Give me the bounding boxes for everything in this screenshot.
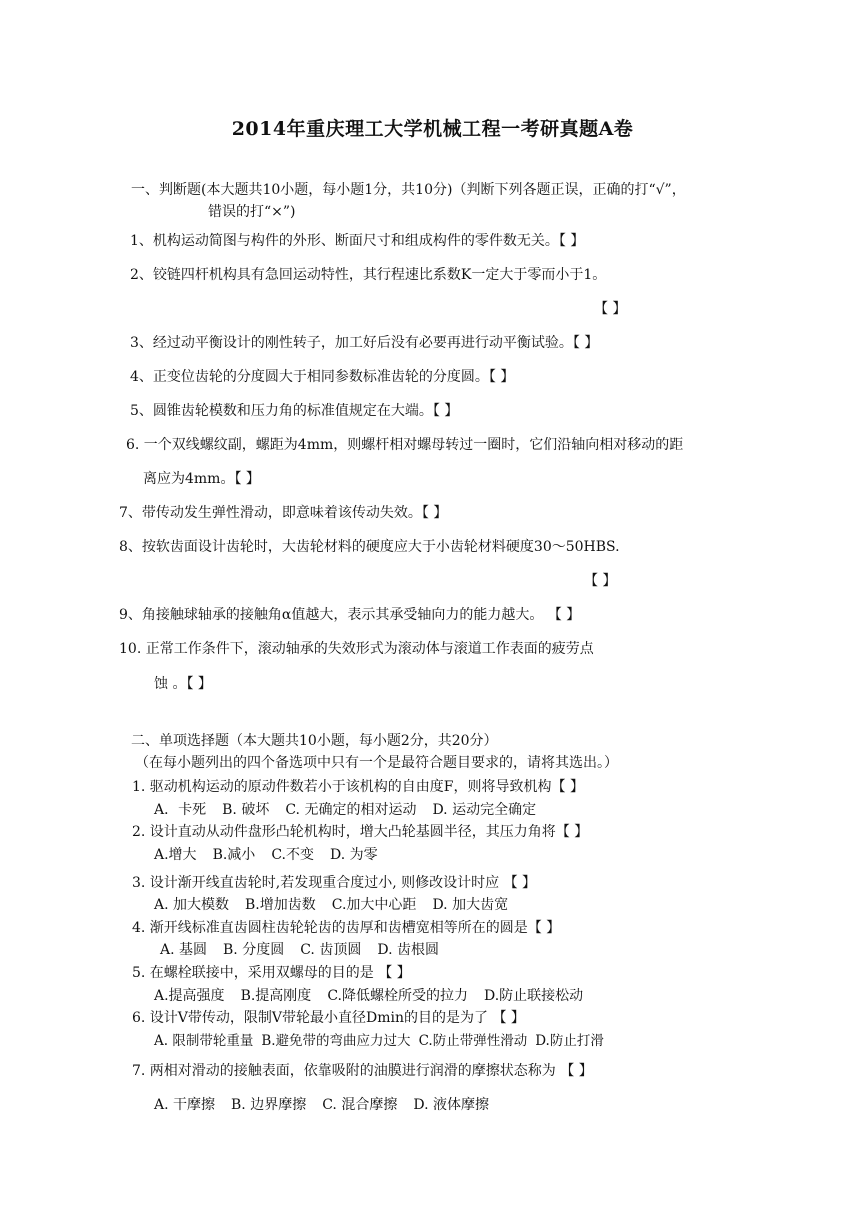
choice-q6-options <box>154 1032 604 1050</box>
section1-header-line1: 一、判断题(本大题共10小题，每小题1分，共10分)（判断下列各题正误，正确的打“√”， <box>131 182 686 198</box>
choice-q5: 5. 在螺栓联接中，采用双螺母的目的是 【 】 <box>132 965 411 981</box>
judge-item-8: 8、按软齿面设计齿轮时，大齿轮材料的硬度应大于小齿轮材料硬度30～50HBS. <box>119 539 620 555</box>
choice-q7: 7. 两相对滑动的接触表面，依靠吸附的油膜进行润滑的摩擦状态称为 【 】 <box>132 1063 593 1079</box>
option-b: B. 边界摩擦 <box>231 1097 307 1113</box>
option-d: D.防止打滑 <box>535 1033 604 1049</box>
judge-item-3: 3、经过动平衡设计的刚性转子，加工好后没有必要再进行动平衡试验。【 】 <box>130 335 599 351</box>
judge-item-5: 5、圆锥齿轮模数和压力角的标准值规定在大端。【 】 <box>130 403 459 419</box>
option-a: A. 基圆 <box>160 942 208 958</box>
choice-q6: 6. 设计V带传动，限制V带轮最小直径Dmin的目的是为了 【 】 <box>132 1010 525 1026</box>
option-c: C. 无确定的相对运动 <box>285 802 417 818</box>
choice-q1: 1. 驱动机构运动的原动件数若小于该机构的自由度F，则将导致机构【 】 <box>132 779 584 795</box>
choice-q3: 3. 设计渐开线直齿轮时,若发现重合度过小, 则修改设计时应 【 】 <box>132 875 537 891</box>
judge-item-9: 9、角接触球轴承的接触角α值越大，表示其承受轴向力的能力越大。 【 】 <box>119 607 581 623</box>
page-title: 2014年重庆理工大学机械工程一考研真题A卷 <box>231 118 634 140</box>
section2-header-line2: （在每小题列出的四个备选项中只有一个是最符合题目要求的，请将其选出。） <box>135 755 618 771</box>
judge-item-2: 2、铰链四杆机构具有急回运动特性，其行程速比系数K一定大于零而小于1。 <box>130 267 607 283</box>
judge-item-10-cont: 蚀 。【 】 <box>154 676 212 692</box>
judge-item-6-cont: 离应为4mm。【 】 <box>143 471 260 487</box>
option-c: C.加大中心距 <box>331 897 417 913</box>
option-d: D.防止联接松动 <box>483 988 584 1004</box>
option-c: C.降低螺栓所受的拉力 <box>327 988 468 1004</box>
option-d: D. 为零 <box>329 847 378 863</box>
choice-q1-options <box>154 801 552 819</box>
choice-q2: 2. 设计直动从动件盘形凸轮机构时，增大凸轮基圆半径，其压力角将【 】 <box>132 824 589 840</box>
section1-header-line2: 错误的打“×”) <box>208 204 296 220</box>
judge-item-10: 10. 正常工作条件下，滚动轴承的失效形式为滚动体与滚道工作表面的疲劳点 <box>119 641 594 657</box>
choice-q5-options <box>154 987 599 1005</box>
option-a: A. 加大模数 <box>154 897 230 913</box>
option-d: D. 加大齿宽 <box>432 897 509 913</box>
judge-item-4: 4、正变位齿轮的分度圆大于相同参数标准齿轮的分度圆。【 】 <box>130 369 515 385</box>
option-a: A. 限制带轮重量 <box>154 1033 254 1049</box>
option-b: B.增加齿数 <box>245 897 316 913</box>
option-d: D. 液体摩擦 <box>413 1097 489 1113</box>
option-a: A．卡死 <box>154 802 207 818</box>
judge-item-8-bracket: 【 】 <box>584 573 617 589</box>
option-b: B. 分度圆 <box>223 942 285 958</box>
choice-q2-options <box>154 846 394 864</box>
option-b: B.避免带的弯曲应力过大 <box>261 1033 411 1049</box>
option-a: A.提高强度 <box>154 988 225 1004</box>
judge-item-2-bracket: 【 】 <box>594 301 627 317</box>
option-a: A.增大 <box>154 847 197 863</box>
section2-header-line1: 二、单项选择题（本大题共10小题，每小题2分，共20分） <box>131 733 498 749</box>
judge-item-1: 1、机构运动简图与构件的外形、断面尺寸和组成构件的零件数无关。【 】 <box>130 233 585 249</box>
choice-q4: 4. 渐开线标准直齿圆柱齿轮轮齿的齿厚和齿槽宽相等所在的圆是【 】 <box>132 920 561 936</box>
option-b: B.提高刚度 <box>240 988 312 1004</box>
option-a: A. 干摩擦 <box>154 1097 216 1113</box>
choice-q3-options <box>154 896 524 914</box>
option-b: B. 破坏 <box>222 802 270 818</box>
option-d: D. 齿根圆 <box>377 942 439 958</box>
option-d: D. 运动完全确定 <box>432 802 537 818</box>
choice-q4-options <box>160 941 455 959</box>
judge-item-7: 7、带传动发生弹性滑动，即意味着该传动失效。【 】 <box>119 505 448 521</box>
judge-item-6: 6. 一个双线螺纹副，螺距为4mm，则螺杆相对螺母转过一圈时，它们沿轴向相对移动的距 <box>126 437 684 453</box>
option-c: C.防止带弹性滑动 <box>418 1033 528 1049</box>
option-c: C. 齿顶圆 <box>300 942 362 958</box>
choice-q7-options <box>154 1096 505 1114</box>
option-c: C.不变 <box>271 847 314 863</box>
option-b: B.减小 <box>212 847 256 863</box>
option-c: C. 混合摩擦 <box>322 1097 398 1113</box>
